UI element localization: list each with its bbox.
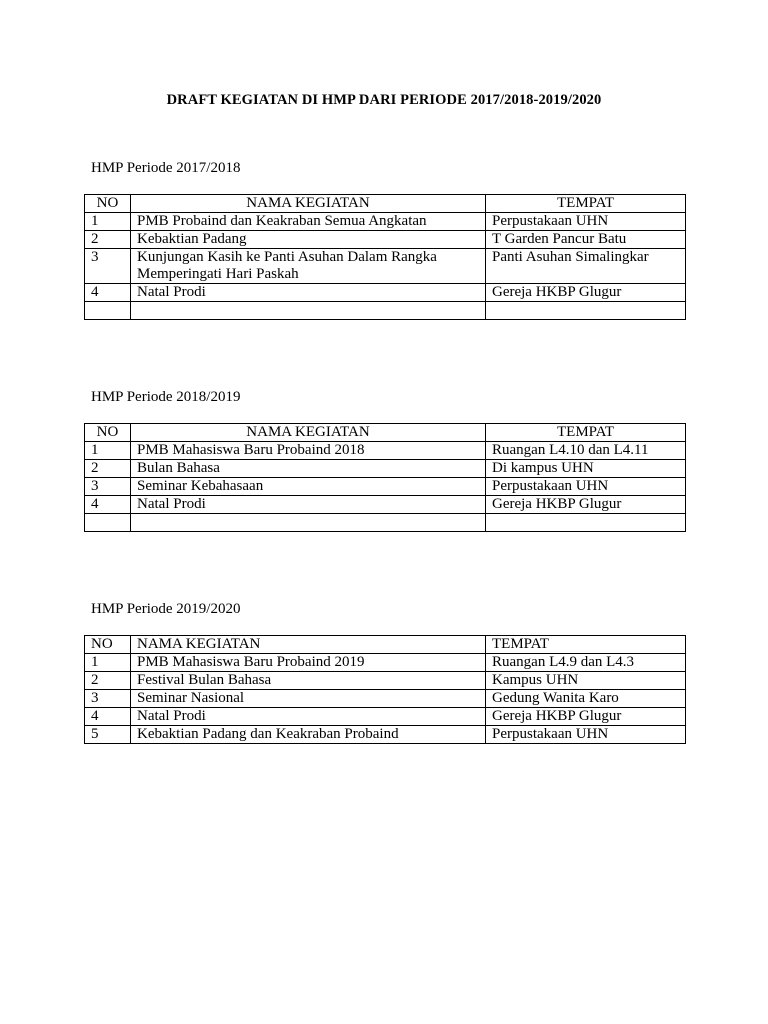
cell-activity-name: Kunjungan Kasih ke Panti Asuhan Dalam Rangka Memperingati Hari Paskah xyxy=(131,249,486,284)
table-row xyxy=(85,690,686,708)
section-heading-2018-2019: HMP Periode 2018/2019 xyxy=(91,389,241,405)
cell-no: 1 xyxy=(85,442,131,460)
table-row xyxy=(85,654,686,672)
page-title: DRAFT KEGIATAN DI HMP DARI PERIODE 2017/2018-2019/2020 xyxy=(166,92,602,108)
cell-no: 3 xyxy=(85,690,131,708)
cell-place: Perpustakaan UHN xyxy=(486,478,686,496)
cell-no: 4 xyxy=(85,708,131,726)
column-header-nama-kegiatan: NAMA KEGIATAN xyxy=(131,424,486,442)
cell-activity-name: PMB Mahasiswa Baru Probaind 2019 xyxy=(131,654,486,672)
column-header-no: NO xyxy=(85,424,131,442)
cell-place: Gereja HKBP Glugur xyxy=(486,708,686,726)
cell-no xyxy=(85,302,131,320)
cell-activity-name: Seminar Nasional xyxy=(131,690,486,708)
cell-activity-name: PMB Mahasiswa Baru Probaind 2018 xyxy=(131,442,486,460)
cell-place: Perpustakaan UHN xyxy=(486,213,686,231)
column-header-tempat: TEMPAT xyxy=(486,636,686,654)
cell-no: 3 xyxy=(85,249,131,284)
cell-no: 2 xyxy=(85,672,131,690)
cell-activity-name: Festival Bulan Bahasa xyxy=(131,672,486,690)
table-row xyxy=(85,672,686,690)
table-row xyxy=(85,460,686,478)
cell-place: Panti Asuhan Simalingkar xyxy=(486,249,686,284)
column-header-nama-kegiatan: NAMA KEGIATAN xyxy=(131,195,486,213)
table-row xyxy=(85,726,686,744)
cell-activity-name: Natal Prodi xyxy=(131,708,486,726)
cell-activity-name: Kebaktian Padang xyxy=(131,231,486,249)
cell-no: 2 xyxy=(85,460,131,478)
table-row xyxy=(85,284,686,302)
cell-no: 1 xyxy=(85,213,131,231)
cell-no: 4 xyxy=(85,496,131,514)
cell-no: 1 xyxy=(85,654,131,672)
cell-no: 4 xyxy=(85,284,131,302)
activity-table-2018-2019 xyxy=(84,423,686,532)
section-heading-2019-2020: HMP Periode 2019/2020 xyxy=(91,601,241,617)
cell-place: Kampus UHN xyxy=(486,672,686,690)
table-row xyxy=(85,442,686,460)
cell-place: Perpustakaan UHN xyxy=(486,726,686,744)
cell-place xyxy=(486,302,686,320)
cell-activity-name: Natal Prodi xyxy=(131,284,486,302)
column-header-no: NO xyxy=(85,636,131,654)
table-header-row xyxy=(85,636,686,654)
table-row xyxy=(85,231,686,249)
cell-activity-name: Bulan Bahasa xyxy=(131,460,486,478)
table-row xyxy=(85,496,686,514)
cell-activity-name: Seminar Kebahasaan xyxy=(131,478,486,496)
cell-place: Ruangan L4.10 dan L4.11 xyxy=(486,442,686,460)
column-header-no: NO xyxy=(85,195,131,213)
cell-place xyxy=(486,514,686,532)
cell-activity-name: Kebaktian Padang dan Keakraban Probaind xyxy=(131,726,486,744)
table-row xyxy=(85,213,686,231)
table-row-empty xyxy=(85,302,686,320)
table-row xyxy=(85,478,686,496)
cell-place: Gedung Wanita Karo xyxy=(486,690,686,708)
activity-table-2017-2018 xyxy=(84,194,686,320)
cell-place: Di kampus UHN xyxy=(486,460,686,478)
cell-place: T Garden Pancur Batu xyxy=(486,231,686,249)
cell-no: 2 xyxy=(85,231,131,249)
table-header-row xyxy=(85,195,686,213)
cell-activity-name xyxy=(131,514,486,532)
cell-no: 5 xyxy=(85,726,131,744)
column-header-tempat: TEMPAT xyxy=(486,424,686,442)
cell-place: Ruangan L4.9 dan L4.3 xyxy=(486,654,686,672)
cell-no: 3 xyxy=(85,478,131,496)
table-row-empty xyxy=(85,514,686,532)
cell-place: Gereja HKBP Glugur xyxy=(486,496,686,514)
table-header-row xyxy=(85,424,686,442)
cell-activity-name: Natal Prodi xyxy=(131,496,486,514)
column-header-tempat: TEMPAT xyxy=(486,195,686,213)
section-heading-2017-2018: HMP Periode 2017/2018 xyxy=(91,160,241,176)
cell-place: Gereja HKBP Glugur xyxy=(486,284,686,302)
cell-no xyxy=(85,514,131,532)
cell-activity-name: PMB Probaind dan Keakraban Semua Angkatan xyxy=(131,213,486,231)
table-row xyxy=(85,249,686,284)
column-header-nama-kegiatan: NAMA KEGIATAN xyxy=(131,636,486,654)
table-row xyxy=(85,708,686,726)
activity-table-2019-2020 xyxy=(84,635,686,744)
cell-activity-name xyxy=(131,302,486,320)
